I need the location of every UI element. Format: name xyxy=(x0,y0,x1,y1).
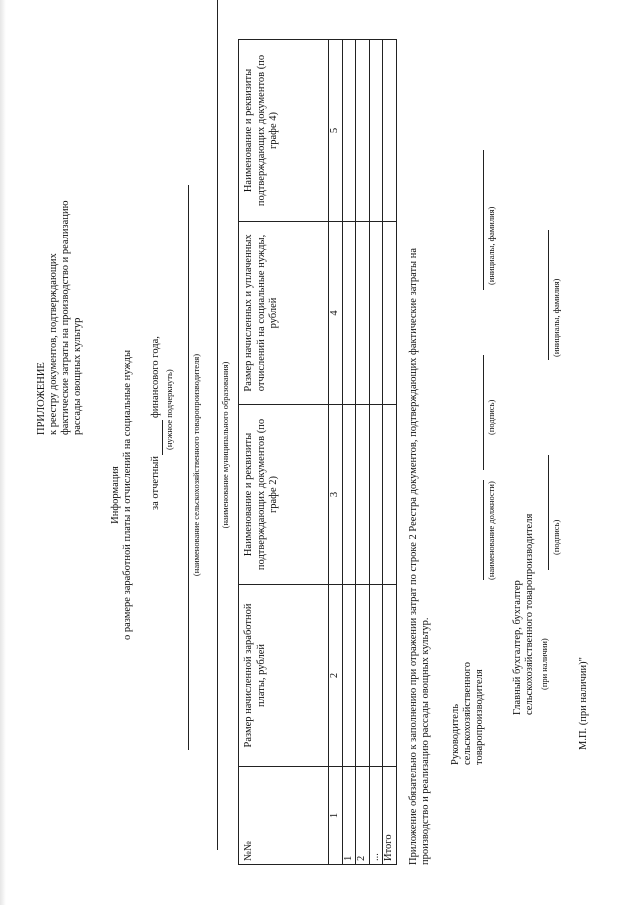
row-number: ... xyxy=(369,767,383,865)
head-title-line: Руководитель xyxy=(450,704,461,765)
cell[interactable] xyxy=(342,585,356,767)
column-number: 3 xyxy=(329,405,343,585)
accountant-title-line: Главный бухгалтер, бухгалтер xyxy=(512,580,523,715)
cell[interactable] xyxy=(369,405,383,585)
head-signature-hint: (подпись) xyxy=(486,399,496,435)
column-number: 4 xyxy=(329,222,343,405)
total-row xyxy=(383,40,397,865)
cell[interactable] xyxy=(342,222,356,405)
table-header-row xyxy=(239,40,329,865)
table-row xyxy=(342,40,356,865)
period-prefix: за отчетный xyxy=(150,456,161,510)
cell[interactable] xyxy=(356,585,370,767)
header-social-docs: Наименование и реквизиты подтверждающих документов (по графе 4) xyxy=(239,40,329,222)
appendix-line: рассады овощных культур xyxy=(72,317,83,435)
form-subtitle: о размере заработной платы и отчислений на социальные нужды xyxy=(122,349,133,641)
scan-edge-shadow xyxy=(0,0,6,905)
period-hint: (нужное подчеркнуть) xyxy=(164,369,174,450)
header-salary: Размер начисленной заработной платы, рублей xyxy=(239,585,329,767)
head-title-line: сельскохозяйственного xyxy=(462,662,473,765)
column-number: 5 xyxy=(329,40,343,222)
row-number: 2 xyxy=(356,767,370,865)
note-line: Приложение обязательно к заполнению при отражении затрат по строке 2 Реестра документов, подтверждающих фактические затраты на xyxy=(408,247,419,865)
accountant-name-hint: (инициалы, фамилия) xyxy=(551,278,561,357)
municipality-hint: (наименование муниципального образования) xyxy=(220,361,230,529)
cell[interactable] xyxy=(342,405,356,585)
head-position-hint: (наименование должности) xyxy=(486,481,496,580)
cell[interactable] xyxy=(383,585,397,767)
total-label: Итого xyxy=(383,767,397,865)
header-social: Размер начисленных и уплаченных отчислений на социальные нужды, рублей xyxy=(239,222,329,405)
stamp-place: М.П. (при наличии)" xyxy=(578,657,589,750)
appendix-line: к реестру документов, подтверждающих xyxy=(48,253,59,435)
appendix-line: фактические затраты на производство и реализацию xyxy=(60,200,71,435)
cell[interactable] xyxy=(383,40,397,222)
column-number: 2 xyxy=(329,585,343,767)
head-name-hint: (инициалы, фамилия) xyxy=(486,206,496,285)
column-number: 1 xyxy=(329,767,343,865)
period-suffix: финансового года, xyxy=(150,336,161,418)
accountant-name-field[interactable] xyxy=(548,230,549,360)
header-salary-docs: Наименование и реквизиты подтверждающих документов (по графе 2) xyxy=(239,405,329,585)
cell[interactable] xyxy=(369,222,383,405)
head-name-field[interactable] xyxy=(483,150,484,290)
cell[interactable] xyxy=(383,222,397,405)
producer-field[interactable] xyxy=(188,185,189,750)
note-line: производство и реализацию рассады овощных культур. xyxy=(420,617,431,865)
table-row xyxy=(369,40,383,865)
accountant-note: (при наличии) xyxy=(539,638,549,690)
appendix-title: ПРИЛОЖЕНИЕ xyxy=(36,362,47,435)
column-number-row xyxy=(329,40,343,865)
row-number: 1 xyxy=(342,767,356,865)
data-table xyxy=(238,39,397,865)
head-title-line: товаропроизводителя xyxy=(474,669,485,765)
accountant-signature-field[interactable] xyxy=(548,455,549,570)
cell[interactable] xyxy=(383,405,397,585)
cell[interactable] xyxy=(356,40,370,222)
table-row xyxy=(356,40,370,865)
cell[interactable] xyxy=(356,222,370,405)
municipality-field[interactable] xyxy=(217,0,218,850)
form-title: Информация xyxy=(110,466,121,524)
period-field[interactable] xyxy=(162,420,163,455)
accountant-signature-hint: (подпись) xyxy=(551,519,561,555)
producer-hint: (наименование сельскохозяйственного товаропроизводителя) xyxy=(191,353,201,577)
head-signature-field[interactable] xyxy=(483,355,484,470)
cell[interactable] xyxy=(369,585,383,767)
cell[interactable] xyxy=(369,40,383,222)
accountant-title-line: сельскохозяйственного товаропроизводителя xyxy=(524,513,535,715)
cell[interactable] xyxy=(356,405,370,585)
cell[interactable] xyxy=(342,40,356,222)
head-position-field[interactable] xyxy=(483,480,484,580)
header-number: №№ xyxy=(239,767,329,865)
